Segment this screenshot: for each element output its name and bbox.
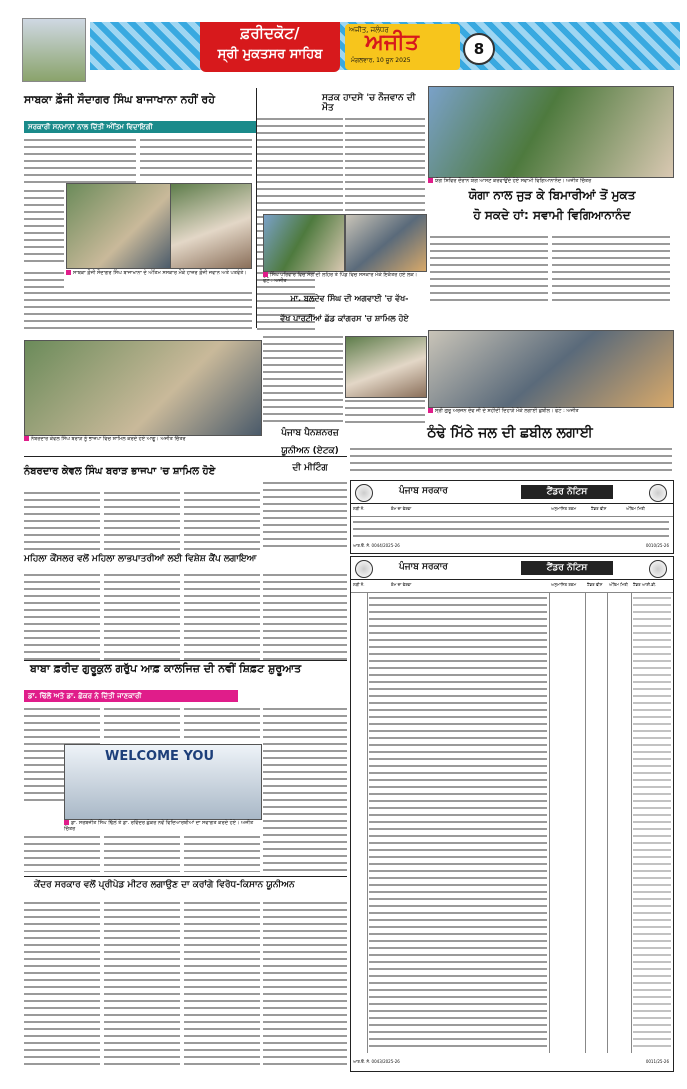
welcome-banner: WELCOME YOU xyxy=(105,749,214,764)
column-rule xyxy=(256,88,257,328)
photo-credit: ਫੋਟੋ : ਅਜੀਤ xyxy=(555,408,579,414)
headline-pension-2: ਯੂਨੀਅਨ (ਏਟਕ) xyxy=(281,446,339,456)
photo-accident-2 xyxy=(345,214,427,272)
photo-chhabeel xyxy=(428,330,674,408)
footer-strip xyxy=(0,1075,687,1089)
caption-marker-icon xyxy=(263,272,268,277)
title-line-1: ਫ਼ਰੀਦਕੋਟ/ xyxy=(240,24,300,42)
body-text xyxy=(140,137,252,181)
tender-govt-label: ਪੰਜਾਬ ਸਰਕਾਰ xyxy=(399,562,448,572)
headline-baldev-2: ਵੱਖ ਪਾਰਟੀਆਂ ਛੱਡ ਕਾਂਗਰਸ 'ਚ ਸ਼ਾਮਿਲ ਹੋਏ xyxy=(280,314,409,323)
headline-accident: ਸੜਕ ਹਾਦਸੇ 'ਚ ਨੌਜਵਾਨ ਦੀ ਮੌਤ xyxy=(322,93,416,113)
caption-text: ਨੰਬਰਦਾਰ ਕੇਵਲ ਸਿੰਘ ਬਰਾੜ ਨੂੰ ਭਾਜਪਾ ਵਿਚ ਸ਼ਾਮਿਲ ਕਰਦੇ ਹੋਏ ਆਗੂ। xyxy=(31,436,159,442)
photo-credit: ਅਜੀਤ ਚਿੱਤਰ xyxy=(566,178,592,184)
body-text xyxy=(104,900,180,1065)
body-text xyxy=(263,706,347,872)
photo-credit: ਅਜੀਤ ਚਿੱਤਰ xyxy=(160,436,186,442)
body-text xyxy=(263,480,347,550)
headline-soldier: ਸਾਬਕਾ ਫ਼ੌਜੀ ਸੌਦਾਗਰ ਸਿੰਘ ਬਾਜਾਖਾਨਾ ਨਹੀਂ ਰਹੇ xyxy=(24,93,215,106)
col-header: ਅੰਤਿਮ ਮਿਤੀ xyxy=(626,506,645,511)
title-line-2: ਸ੍ਰੀ ਮੁਕਤਸਰ ਸਾਹਿਬ xyxy=(217,47,323,62)
issue-date: ਮੰਗਲਵਾਰ, 10 ਜੂਨ 2025 xyxy=(351,57,411,64)
col-header: ਕੰਮ ਦਾ ਵੇਰਵਾ xyxy=(391,506,412,511)
tender-table-body xyxy=(351,593,673,1053)
body-text xyxy=(345,116,425,212)
col-header: ਲੜੀ ਨੰ. xyxy=(353,506,365,511)
headline-pension-1: ਪੰਜਾਬ ਪੈਨਸ਼ਨਰਜ਼ xyxy=(281,428,339,438)
table-divider xyxy=(607,593,608,1053)
section-rule xyxy=(24,456,347,457)
brand-small: ਅਜੀਤ, ਜਲੰਧਰ xyxy=(349,26,389,34)
body-text xyxy=(430,234,548,304)
tender-columns xyxy=(351,580,673,593)
caption-text: ਸਿੰਘ ਪਰਿਵਾਰ ਵਿਚ ਸੋਗ ਦੀ ਲਹਿਰ ਤੇ ਪਿੰਡ ਵਿਚ ਸਸਕਾਰ ਮੌਕੇ ਇਕੱਤਰ ਹੋਏ ਲੋਕ। xyxy=(270,272,418,278)
tender-notice-2 xyxy=(350,556,674,1072)
tender-header xyxy=(351,481,673,504)
body-text xyxy=(104,572,180,660)
caption-marker-icon xyxy=(64,820,69,825)
col-header: ਟੈਂਡਰ ਆਈ.ਡੀ. xyxy=(633,582,657,587)
tender-ref: 0010/25-26 xyxy=(645,543,669,548)
col-header: ਕੰਮ ਦਾ ਵੇਰਵਾ xyxy=(391,582,412,587)
body-text xyxy=(24,834,100,872)
headline-yoga-1: ਯੋਗਾ ਨਾਲ ਜੁੜ ਕੇ ਬਿਮਾਰੀਆਂ ਤੋਂ ਮੁਕਤ xyxy=(468,188,636,202)
table-divider xyxy=(549,593,550,1053)
table-row xyxy=(633,595,671,1051)
caption-text: ਡਾ. ਸਰਬਜੀਤ ਸਿੰਘ ਢਿੱਲੋਂ ਤੇ ਡਾ. ਰਵਿੰਦਰ ਛੋਕਰ ਨਵੇਂ ਵਿਦਿਆਰਥੀਆਂ ਦਾ ਸਵਾਗਤ ਕਰਦੇ ਹੋਏ। xyxy=(71,820,240,826)
body-text xyxy=(184,490,260,550)
section-rule xyxy=(24,876,347,877)
brand-name: ਅਜੀਤ xyxy=(365,30,419,55)
tender-columns xyxy=(351,504,673,517)
tender-title: ਟੈਂਡਰ ਨੋਟਿਸ xyxy=(521,561,613,575)
table-divider xyxy=(367,593,368,1053)
body-text xyxy=(184,572,260,660)
headline-numberdar: ਨੰਬਰਦਾਰ ਕੇਵਲ ਸਿੰਘ ਬਰਾੜ ਭਾਜਪਾ 'ਚ ਸ਼ਾਮਿਲ ਹੋਏ xyxy=(24,466,216,477)
col-header: ਅਨੁਮਾਨਿਤ ਰਕਮ xyxy=(551,506,577,511)
masthead-photo xyxy=(22,18,86,82)
page-title xyxy=(200,22,340,72)
table-divider xyxy=(585,593,586,1053)
caption-text: ਯੋਗ ਸ਼ਿਵਿਰ ਦੌਰਾਨ ਯੋਗ ਆਸਣ ਕਰਵਾਉਂਦੇ ਹੋਏ ਸਵਾਮੀ ਵਿਗਿਆਨਾਨੰਦ। xyxy=(435,178,565,184)
body-text xyxy=(263,900,347,1065)
caption-accident xyxy=(263,272,425,284)
col-header: ਅੰਤਿਮ ਮਿਤੀ xyxy=(609,582,628,587)
body-text xyxy=(24,137,136,187)
body-text xyxy=(350,446,672,472)
body-text xyxy=(263,572,347,660)
body-text xyxy=(184,706,260,740)
subhead-college: ਡਾ. ਢਿੱਲੋਂ ਅਤੇ ਡਾ. ਛੋਕਰ ਨੇ ਦਿੱਤੀ ਜਾਣਕਾਰੀ xyxy=(24,690,238,702)
table-row xyxy=(369,595,547,1051)
headline-pension-3: ਦੀ ਮੀਟਿੰਗ xyxy=(292,463,328,473)
caption-college xyxy=(64,820,260,832)
headline-chhabeel: ਠੰਢੇ ਮਿੱਠੇ ਜਲ ਦੀ ਛਬੀਲ ਲਗਾਈ xyxy=(427,425,593,441)
body-text xyxy=(104,706,180,740)
body-text xyxy=(184,900,260,1065)
photo-funeral-1 xyxy=(66,183,172,269)
tender-ro-number: ਆਰ.ਓ. ਨੰ. 0044/2025-26 xyxy=(353,543,400,548)
body-text xyxy=(24,290,252,330)
headline-yoga-2: ਹੋ ਸਕਦੇ ਹਾਂ: ਸਵਾਮੀ ਵਿਗਿਆਨਾਨੰਦ xyxy=(473,208,631,222)
body-text xyxy=(263,334,343,426)
body-text xyxy=(263,116,343,212)
body-text xyxy=(184,834,260,872)
page-number: 8 xyxy=(463,33,495,65)
seal-icon xyxy=(649,560,667,578)
caption-yoga xyxy=(428,178,672,184)
photo-baldev xyxy=(345,336,427,398)
caption-text: ਸਾਬਕਾ ਫ਼ੌਜੀ ਸੌਦਾਗਰ ਸਿੰਘ ਬਾਜਾਖਾਨਾ ਦੇ ਅੰਤਿਮ ਸਸਕਾਰ ਮੌਕੇ ਹਾਜ਼ਰ ਫ਼ੌਜੀ ਜਵਾਨ ਅਤੇ ਪਤਵੰਤੇ। xyxy=(73,270,247,276)
photo-group xyxy=(24,340,262,436)
headline-baldev-1: ਮਾ. ਬਲਦੇਵ ਸਿੰਘ ਦੀ ਅਗਵਾਈ 'ਚ ਵੱਖ- xyxy=(290,294,409,303)
headline-women: ਮਹਿਲਾ ਕੌਂਸਲਰ ਵਲੋਂ ਮਹਿਲਾ ਲਾਭਪਾਤਰੀਆਂ ਲਈ ਵਿਸ਼ੇਸ਼ ਕੈਂਪ ਲਗਾਇਆ xyxy=(24,554,257,564)
caption-marker-icon xyxy=(428,408,433,413)
photo-yoga xyxy=(428,86,674,178)
col-header: ਲੜੀ ਨੰ. xyxy=(353,582,365,587)
caption-group xyxy=(24,436,260,442)
photo-credit: ਫੋਟੋ : ਅਜੀਤ xyxy=(263,278,287,284)
subhead-soldier: ਸਰਕਾਰੀ ਸਨਮਾਨਾਂ ਨਾਲ ਦਿੱਤੀ ਅੰਤਿਮ ਵਿਦਾਇਗੀ xyxy=(24,121,258,133)
emblem-icon xyxy=(355,560,373,578)
tender-ref: 0011/25-26 xyxy=(645,1059,669,1064)
caption-marker-icon xyxy=(66,270,71,275)
body-text xyxy=(104,834,180,872)
caption-marker-icon xyxy=(428,178,433,183)
caption-text: ਸ੍ਰੀ ਗੁਰੂ ਅਰਜਨ ਦੇਵ ਜੀ ਦੇ ਸ਼ਹੀਦੀ ਦਿਹਾੜੇ ਮੌਕੇ ਲਗਾਈ ਛਬੀਲ। xyxy=(435,408,554,414)
photo-accident-1 xyxy=(263,214,345,272)
col-header: ਟੈਂਡਰ ਫੀਸ xyxy=(591,506,607,511)
body-text xyxy=(552,234,670,304)
seal-icon xyxy=(649,484,667,502)
tender-header xyxy=(351,557,673,580)
tender-ro-number: ਆਰ.ਓ. ਨੰ. 0043/2025-26 xyxy=(353,1059,400,1064)
emblem-icon xyxy=(355,484,373,502)
caption-chhabeel xyxy=(428,408,672,414)
printer-strip xyxy=(0,0,687,10)
photo-college xyxy=(64,744,262,820)
tender-title: ਟੈਂਡਰ ਨੋਟਿਸ xyxy=(521,485,613,499)
photo-credit: ਅਜੀਤ ਚਿੱਤਰ xyxy=(64,820,254,832)
headline-prepaid: ਕੇਂਦਰ ਸਰਕਾਰ ਵਲੋਂ ਪ੍ਰੀਪੇਡ ਮੀਟਰ ਲਗਾਉਣ ਦਾ ਕਰਾਂਗੇ ਵਿਰੋਧ-ਕਿਸਾਨ ਯੂਨੀਅਨ xyxy=(34,880,295,890)
section-rule xyxy=(24,660,347,661)
body-text xyxy=(24,900,100,1065)
body-text xyxy=(345,398,425,426)
table-divider xyxy=(631,593,632,1053)
photo-funeral-2 xyxy=(170,183,252,269)
body-text xyxy=(24,490,100,550)
headline-college: ਬਾਬਾ ਫ਼ਰੀਦ ਗੁਰੂਕੁਲ ਗਰੁੱਪ ਆਫ਼ ਕਾਲਜਿਜ਼ ਦੀ ਨਵੀਂ ਸ਼ਿਫ਼ਟ ਸ਼ੁਰੂਆਤ xyxy=(30,662,302,675)
caption-marker-icon xyxy=(24,436,29,441)
tender-rows xyxy=(353,519,669,539)
col-header: ਟੈਂਡਰ ਫੀਸ xyxy=(587,582,603,587)
body-text xyxy=(24,572,100,660)
brand-logo xyxy=(345,24,460,70)
tender-notice-1 xyxy=(350,480,674,554)
col-header: ਅਨੁਮਾਨਿਤ ਰਕਮ xyxy=(551,582,577,587)
body-text xyxy=(24,188,64,266)
caption-soldier xyxy=(66,270,252,276)
tender-govt-label: ਪੰਜਾਬ ਸਰਕਾਰ xyxy=(399,486,448,496)
body-text xyxy=(104,490,180,550)
